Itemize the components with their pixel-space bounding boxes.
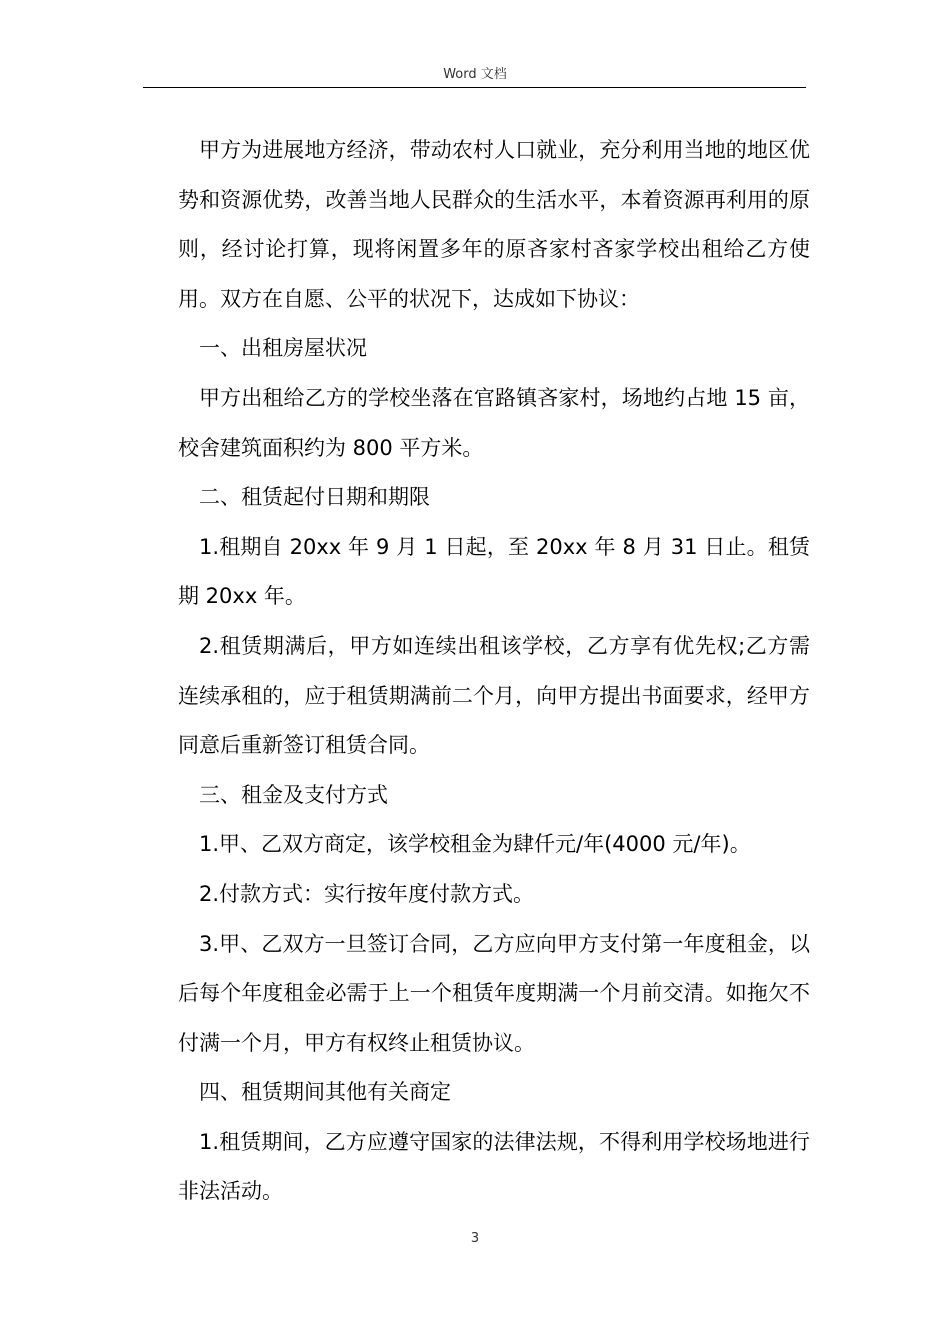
section-heading-3: 三、租金及支付方式 bbox=[199, 782, 388, 807]
page-number: 3 bbox=[470, 1231, 480, 1246]
paragraph-rent-1: 1.甲、乙双方商定，该学校租金为肆仟元/年(4000 元/年)。 bbox=[199, 832, 751, 857]
paragraph-property: 甲方出租给乙方的学校坐落在官路镇吝家村，场地约占地 15 亩，校舍建筑面积约为 800 平方米。 bbox=[178, 385, 810, 460]
paragraph-rent-3: 3.甲、乙双方一旦签订合同，乙方应向甲方支付第一年度租金，以后每个年度租金必需于上一个租赁年度期满一个月前交清。如拖欠不付满一个月，甲方有权终止租赁协议。 bbox=[178, 931, 810, 1055]
paragraph-term-1: 1.租期自 20xx 年 9 月 1 日起，至 20xx 年 8 月 31 日止。租赁期 20xx 年。 bbox=[178, 534, 810, 609]
section-heading-1: 一、出租房屋状况 bbox=[199, 336, 367, 361]
page-header: Word 文档 bbox=[443, 67, 507, 82]
paragraph-rent-2: 2.付款方式：实行按年度付款方式。 bbox=[199, 881, 535, 906]
section-heading-4: 四、租赁期间其他有关商定 bbox=[199, 1080, 451, 1105]
header-rule bbox=[143, 87, 806, 88]
document-body bbox=[178, 126, 810, 1217]
section-heading-2: 二、租赁起付日期和期限 bbox=[199, 485, 430, 510]
paragraph-intro: 甲方为进展地方经济，带动农村人口就业，充分利用当地的地区优势和资源优势，改善当地人民群众的生活水平，本着资源再利用的原则，经讨论打算，现将闲置多年的原吝家村吝家学校出租给乙方使用。双方在自愿、公平的状况下，达成如下协议： bbox=[178, 138, 810, 311]
paragraph-term-2: 2.租赁期满后，甲方如连续出租该学校，乙方享有优先权;乙方需连续承租的，应于租赁期满前二个月，向甲方提出书面要求，经甲方同意后重新签订租赁合同。 bbox=[178, 633, 810, 758]
paragraph-other-1: 1.租赁期间，乙方应遵守国家的法律法规，不得利用学校场地进行非法活动。 bbox=[178, 1129, 810, 1204]
